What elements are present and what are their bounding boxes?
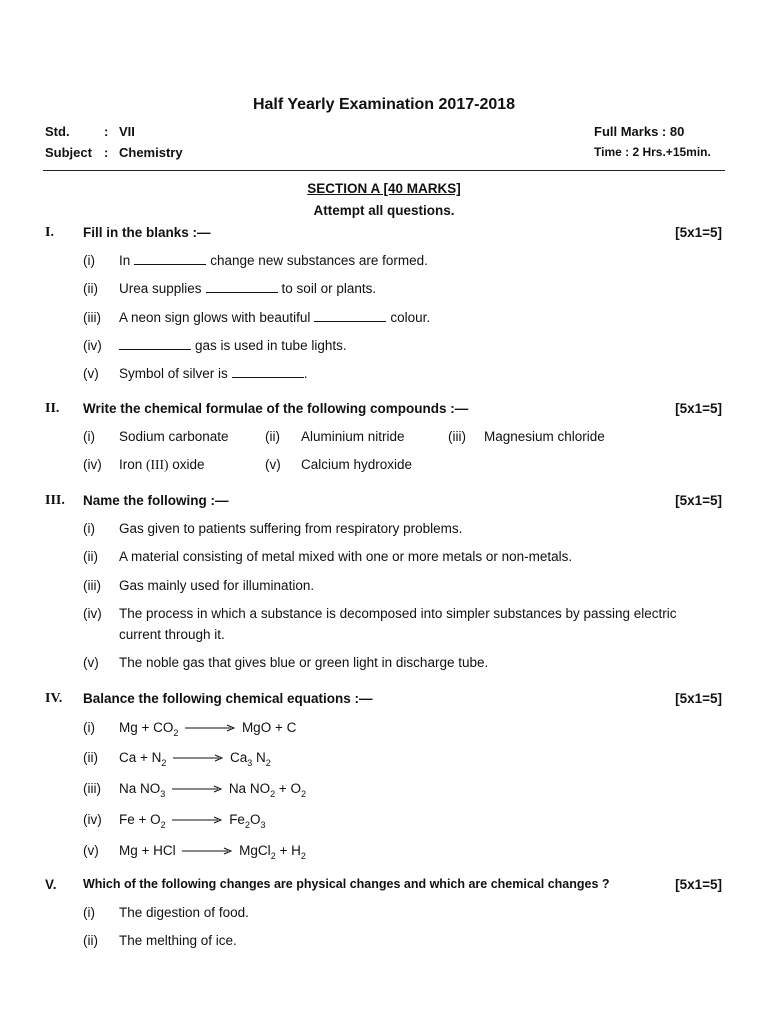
question-number: I. xyxy=(45,225,54,240)
list-item: Aluminium nitride xyxy=(301,429,405,444)
question-marks: [5x1=5] xyxy=(675,493,722,508)
question-marks: [5x1=5] xyxy=(675,401,722,416)
item-number: (i) xyxy=(83,905,95,920)
item-number: (iv) xyxy=(83,812,102,827)
arrow-right-icon xyxy=(185,723,235,733)
std-sep: : xyxy=(104,124,109,139)
list-item: A neon sign glows with beautiful colour. xyxy=(119,310,431,325)
list-item: Gas given to patients suffering from respiratory problems. xyxy=(119,521,463,536)
list-item: The digestion of food. xyxy=(119,905,249,920)
item-number: (iv) xyxy=(83,338,102,353)
list-item: The noble gas that gives blue or green light in discharge tube. xyxy=(119,655,489,670)
item-number: (iii) xyxy=(83,781,101,796)
blank-line xyxy=(134,254,206,265)
list-item: The melthing of ice. xyxy=(119,933,237,948)
section-title: SECTION A [40 MARKS] xyxy=(307,181,461,196)
question-number: II. xyxy=(45,401,60,416)
list-item: A material consisting of metal mixed with one or more metals or non-metals. xyxy=(119,549,573,564)
item-number: (iv) xyxy=(83,457,102,472)
item-number: (iv) xyxy=(83,606,102,621)
item-number: (ii) xyxy=(83,281,98,296)
list-item-continuation: current through it. xyxy=(119,627,225,642)
list-item: The process in which a substance is decomposed into simpler substances by passing electric xyxy=(119,606,677,621)
blank-line xyxy=(232,367,304,378)
list-item: Sodium carbonate xyxy=(119,429,229,444)
full-marks: Full Marks : 80 xyxy=(594,124,685,139)
chemical-equation: $Fe + O_2$ $Fe_2O_3$ xyxy=(119,812,266,830)
blank-line xyxy=(119,339,191,350)
item-number: (iii) xyxy=(83,578,101,593)
list-item: Gas mainly used for illumination. xyxy=(119,578,315,593)
item-number: (i) xyxy=(83,720,95,735)
item-number: (iii) xyxy=(448,429,466,444)
blank-line xyxy=(314,311,386,322)
question-text: Balance the following chemical equations :— xyxy=(83,691,373,706)
item-number: (v) xyxy=(265,457,281,472)
arrow-right-icon xyxy=(172,784,222,794)
std-label: Std. xyxy=(45,124,70,139)
list-item: Magnesium chloride xyxy=(484,429,605,444)
list-item: In change new substances are formed. xyxy=(119,253,428,268)
subject-sep: : xyxy=(104,145,109,160)
question-marks: [5x1=5] xyxy=(675,877,722,892)
header-divider xyxy=(43,170,725,171)
chemical-equation: Na $NO_3$ Na $NO_2 + O_2$ xyxy=(119,781,306,799)
question-text: Fill in the blanks :— xyxy=(83,225,211,240)
item-number: (ii) xyxy=(83,750,98,765)
arrow-right-icon xyxy=(182,846,232,856)
time-allowed: Time : 2 Hrs.+15min. xyxy=(594,145,711,159)
question-text: Name the following :— xyxy=(83,493,229,508)
question-marks: [5x1=5] xyxy=(675,225,722,240)
item-number: (ii) xyxy=(83,933,98,948)
arrow-right-icon xyxy=(173,753,223,763)
item-number: (v) xyxy=(83,366,99,381)
item-number: (i) xyxy=(83,429,95,444)
chemical-equation: Mg + HCl MgCl$_2$ + $H_2$ xyxy=(119,843,306,861)
list-item: Iron (III) oxide xyxy=(119,457,205,472)
question-marks: [5x1=5] xyxy=(675,691,722,706)
chemical-equation: $Mg + CO_2$ MgO + C xyxy=(119,720,297,738)
exam-title: Half Yearly Examination 2017-2018 xyxy=(252,96,516,113)
subject-label: Subject xyxy=(45,145,92,160)
question-number: IV. xyxy=(45,691,63,706)
item-number: (iii) xyxy=(83,310,101,325)
list-item: Urea supplies to soil or plants. xyxy=(119,281,377,296)
question-number: III. xyxy=(45,493,65,508)
list-item: gas is used in tube lights. xyxy=(119,338,347,353)
item-number: (ii) xyxy=(265,429,280,444)
item-number: (i) xyxy=(83,521,95,536)
question-text: Which of the following changes are physical changes and which are chemical changes ? xyxy=(83,877,610,891)
item-number: (v) xyxy=(83,843,99,858)
subject-value: Chemistry xyxy=(119,145,183,160)
item-number: (ii) xyxy=(83,549,98,564)
question-number: V. xyxy=(45,877,57,892)
item-number: (i) xyxy=(83,253,95,268)
arrow-right-icon xyxy=(172,815,222,825)
list-item: Calcium hydroxide xyxy=(301,457,413,472)
std-value: VII xyxy=(119,124,135,139)
section-instruction: Attempt all questions. xyxy=(313,203,455,218)
list-item: Symbol of silver is . xyxy=(119,366,308,381)
blank-line xyxy=(206,282,278,293)
question-text: Write the chemical formulae of the following compounds :— xyxy=(83,401,469,416)
chemical-equation: $Ca + N_2$ $Ca_3$ $N_2$ xyxy=(119,750,271,768)
item-number: (v) xyxy=(83,655,99,670)
